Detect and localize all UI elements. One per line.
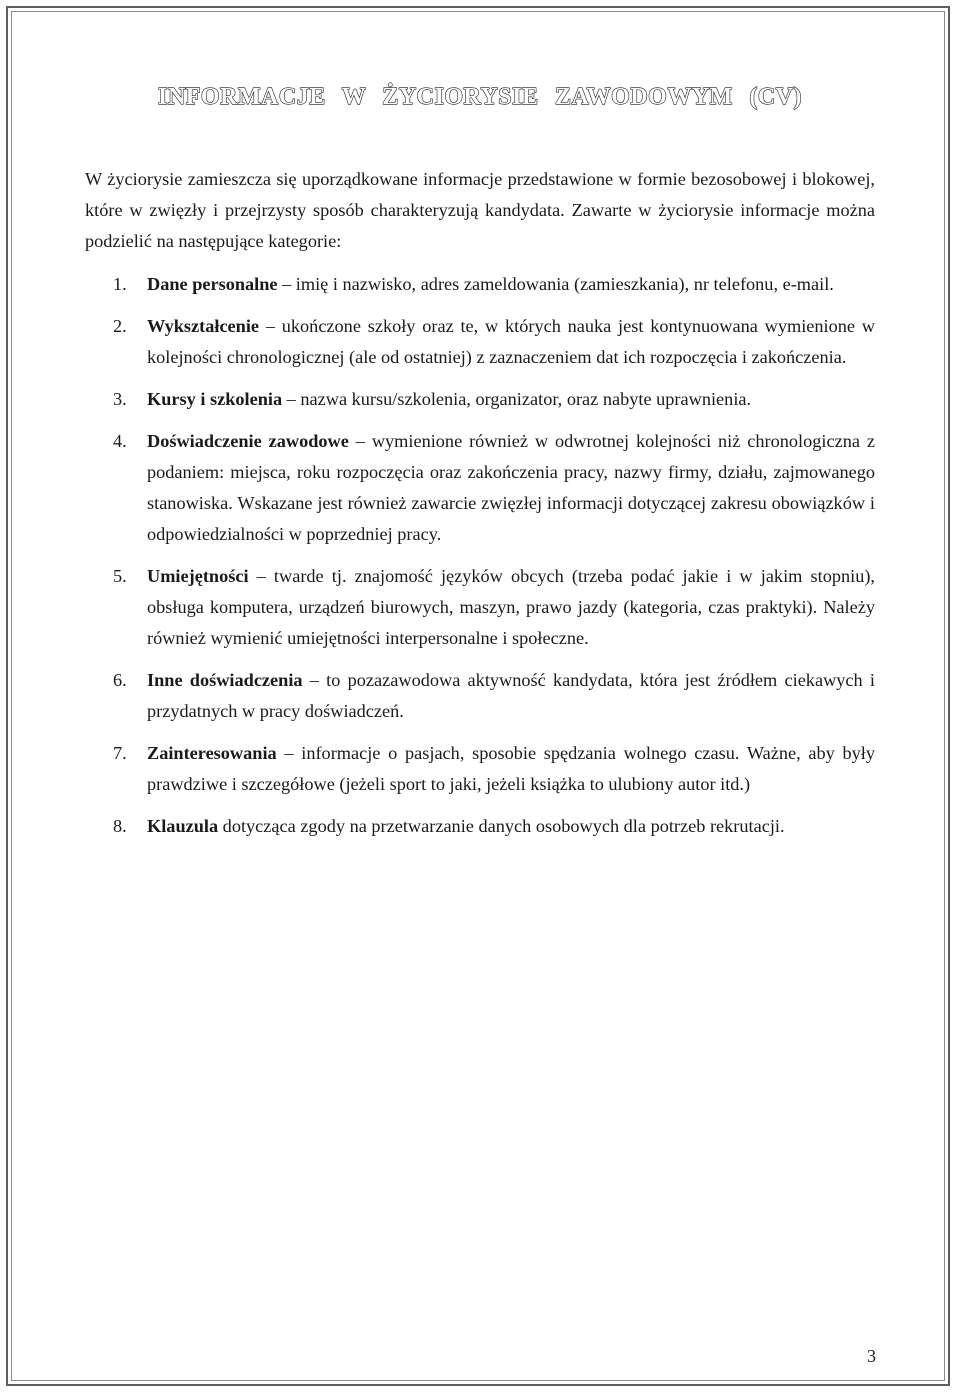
category-name: Klauzula bbox=[147, 816, 219, 836]
category-name: Kursy i szkolenia bbox=[147, 389, 283, 409]
category-name: Umiejętności bbox=[147, 566, 249, 586]
page-number: 3 bbox=[867, 1346, 876, 1366]
category-name: Wykształcenie bbox=[147, 316, 260, 336]
page-title: INFORMACJE W ŻYCIORYSIE ZAWODOWYM (CV) bbox=[158, 84, 802, 110]
category-name: Inne doświadczenia bbox=[147, 670, 303, 690]
list-item-number: 4. bbox=[113, 431, 127, 451]
category-name: Doświadczenie zawodowe bbox=[147, 431, 349, 451]
category-description: – informacje o pasjach, sposobie spędzania wolnego czasu. Ważne, aby były prawdziwe i szczegółowe (jeżeli sport to jaki, jeżeli książka to ulubiony autor itd.) bbox=[147, 743, 875, 794]
category-description: dotycząca zgody na przetwarzanie danych osobowych dla potrzeb rekrutacji. bbox=[218, 816, 785, 836]
category-description: – ukończone szkoły oraz te, w których nauka jest kontynuowana wymienione w kolejności chronologicznej (ale od ostatniej) z zaznaczeniem dat ich rozpoczęcia i zakończenia. bbox=[147, 316, 875, 367]
category-description: – wymienione również w odwrotnej kolejności niż chronologiczna z podaniem: miejsca, roku rozpoczęcia oraz zakończenia pracy, nazwy firmy, działu, zajmowanego stanowiska. Wskazane jest również zawarcie zwięzłej informacji dotyczącej zakresu obowiązków i odpowiedzialności w poprzedniej pracy. bbox=[147, 431, 875, 544]
list-item-number: 5. bbox=[113, 566, 127, 586]
list-item-number: 1. bbox=[113, 274, 127, 294]
list-item-number: 6. bbox=[113, 670, 127, 690]
list-item-number: 7. bbox=[113, 743, 127, 763]
list-item-number: 2. bbox=[113, 316, 127, 336]
category-description: – to pozazawodowa aktywność kandydata, która jest źródłem ciekawych i przydatnych w pracy doświadczeń. bbox=[147, 670, 875, 721]
category-description: – imię i nazwisko, adres zameldowania (zamieszkania), nr telefonu, e-mail. bbox=[277, 274, 834, 294]
category-description: – nazwa kursu/szkolenia, organizator, oraz nabyte uprawnienia. bbox=[282, 389, 752, 409]
list-item-number: 3. bbox=[113, 389, 127, 409]
list-item bbox=[85, 665, 875, 727]
category-description: – twarde tj. znajomość języków obcych (trzeba podać jakie i w jakim stopniu), obsługa komputera, urządzeń biurowych, maszyn, prawo jazdy (kategoria, czas praktyki). Należy również wymienić umiejętności interpersonalne i społeczne. bbox=[147, 566, 875, 648]
list-item bbox=[85, 738, 875, 800]
intro-paragraph: W życiorysie zamieszcza się uporządkowane informacje przedstawione w formie bezosobowej i blokowej, które w zwięzły i przejrzysty sposób charakteryzują kandydata. Zawarte w życiorysie informacje można podzielić na następujące kategorie: bbox=[85, 169, 875, 251]
list-item bbox=[85, 426, 875, 550]
category-name: Dane personalne bbox=[147, 274, 278, 294]
list-item bbox=[85, 269, 875, 300]
cv-categories-list bbox=[85, 269, 875, 853]
list-item bbox=[85, 561, 875, 654]
list-item bbox=[85, 811, 875, 842]
list-item bbox=[85, 311, 875, 373]
list-item bbox=[85, 384, 875, 415]
category-name: Zainteresowania bbox=[147, 743, 277, 763]
list-item-number: 8. bbox=[113, 816, 127, 836]
